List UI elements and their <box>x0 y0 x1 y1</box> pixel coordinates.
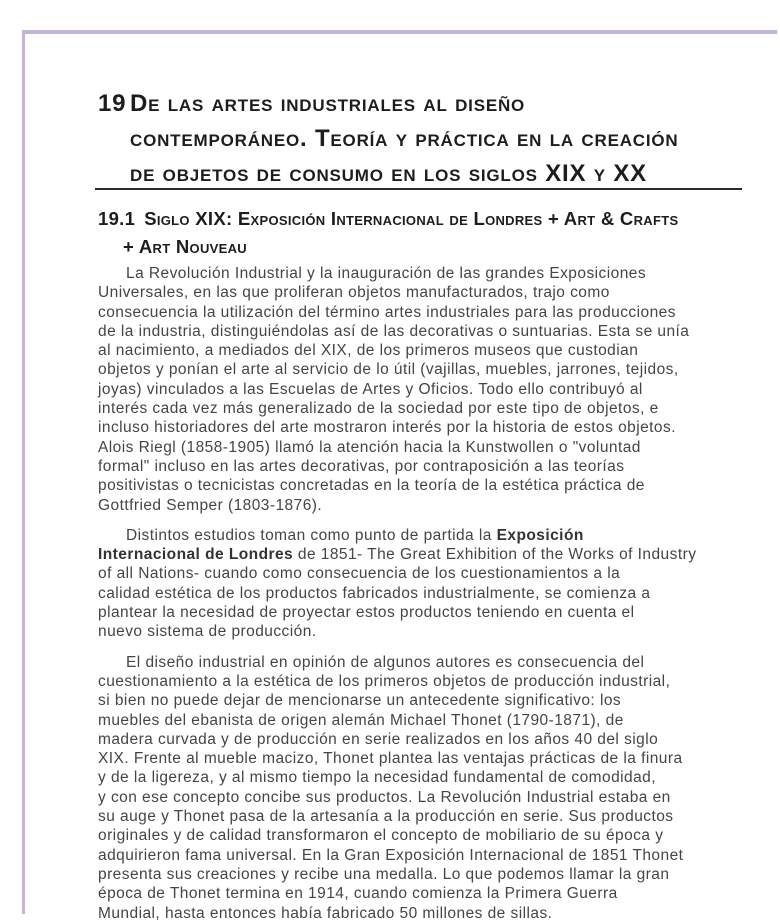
text-line: plantear la necesidad de proyectar estos productos teniendo en cuenta el <box>98 604 635 622</box>
section-title-line: + Art Nouveau <box>123 236 247 257</box>
text-line: interés cada vez más generalizado de la sociedad por este tipo de objetos, e <box>98 400 659 418</box>
text-line: positivistas o tecnicistas concretadas en la teoría de la estética práctica de <box>98 477 645 495</box>
page-content <box>98 86 750 923</box>
paragraph <box>98 264 750 515</box>
text-line: calidad estética de los productos fabricados industrialmente, se comienza a <box>98 584 651 602</box>
text-line: Mundial, hasta entonces había fabricado 50 millones de sillas. <box>98 904 553 922</box>
text-line: al nacimiento, a mediados del XIX, de los primeros museos que custodian <box>98 342 639 360</box>
text-line: objetos y ponían el arte al servicio de lo útil (vajillas, muebles, jarrones, tejidos, <box>98 361 679 379</box>
text-line: Internacional de Londres de 1851- The Great Exhibition of the Works of Industry <box>98 546 697 564</box>
text-line: cuestionamiento a la estética de los primeros objetos de producción industrial, <box>98 672 671 690</box>
chapter-title-line: contemporáneo. Teoría y práctica en la creación <box>130 125 679 152</box>
text-line: muebles del ebanista de origen alemán Michael Thonet (1790-1871), de <box>98 711 624 729</box>
text-line: La Revolución Industrial y la inauguración de las grandes Exposiciones <box>126 265 647 282</box>
text-line: época de Thonet termina en 1914, cuando comienza la Primera Guerra <box>98 885 618 903</box>
chapter-title-line: De las artes industriales al diseño <box>130 90 526 117</box>
section-title-text: Siglo XIX: Exposición Internacional de Londres + Art & Crafts <box>144 208 679 229</box>
paragraph <box>98 526 750 642</box>
text-line: y de la ligereza, y al mismo tiempo la necesidad fundamental de comodidad, <box>98 769 657 787</box>
text-line: XIX. Frente al mueble macizo, Thonet plantea las ventajas prácticas de la finura <box>98 750 683 768</box>
chapter-number: 19 <box>98 90 127 117</box>
section-title-line <box>98 205 750 233</box>
text-line: consecuencia la utilización del término artes industriales para las producciones <box>98 303 676 321</box>
text-line: madera curvada y de producción en serie realizados en los años 40 del siglo <box>98 730 659 748</box>
text-line: Gottfried Semper (1803-1876). <box>98 496 323 514</box>
text-line: nuevo sistema de producción. <box>98 623 317 641</box>
text-line: incluso historiadores del arte mostraron interés por la historia de estos objetos. <box>98 419 676 437</box>
text-line: Alois Riegl (1858-1905) llamó la atención hacia la Kunstwollen o "voluntad <box>98 438 641 456</box>
text-line: originales y de calidad transformaron el concepto de mobiliario de su época y <box>98 827 664 845</box>
text-line: Universales, en las que proliferan objetos manufacturados, trajo como <box>98 284 610 302</box>
section-number: 19.1 <box>98 208 136 229</box>
text-line: El diseño industrial en opinión de algunos autores es consecuencia del <box>126 653 645 671</box>
chapter-title <box>130 86 679 191</box>
text-line: si bien no puede dejar de mencionarse un antecedente significativo: los <box>98 692 622 710</box>
text-line: de la industria, distinguiéndolas así de las decorativas o suntuarias. Esta se unía <box>98 322 690 340</box>
text-line: formal" incluso en las artes decorativas, por contraposición a las teorías <box>98 457 625 475</box>
text-line: y con ese concepto concibe sus productos. La Revolución Industrial estaba en <box>98 788 671 806</box>
chapter-title-line: de objetos de consumo en los siglos XIX y XX <box>130 160 647 187</box>
section-heading <box>98 205 750 261</box>
text-line: adquirieron fama universal. En la Gran Exposición Internacional de 1851 Thonet <box>98 846 684 864</box>
body-paragraphs <box>98 264 750 923</box>
text-line: su auge y Thonet pasa de la artesanía a la producción en serie. Sus productos <box>98 808 674 826</box>
paragraph <box>98 653 750 923</box>
text-line: of all Nations- cuando como consecuencia de los cuestionamientos a la <box>98 565 621 583</box>
text-line: Distintos estudios toman como punto de partida la Exposición <box>126 526 584 544</box>
text-line: joyas) vinculados a las Escuelas de Artes y Oficios. Todo ello contribuyó al <box>98 380 643 398</box>
text-line: presenta sus creaciones y recibe una medalla. Lo que podemos llamar la gran <box>98 865 670 883</box>
chapter-heading <box>98 86 750 191</box>
